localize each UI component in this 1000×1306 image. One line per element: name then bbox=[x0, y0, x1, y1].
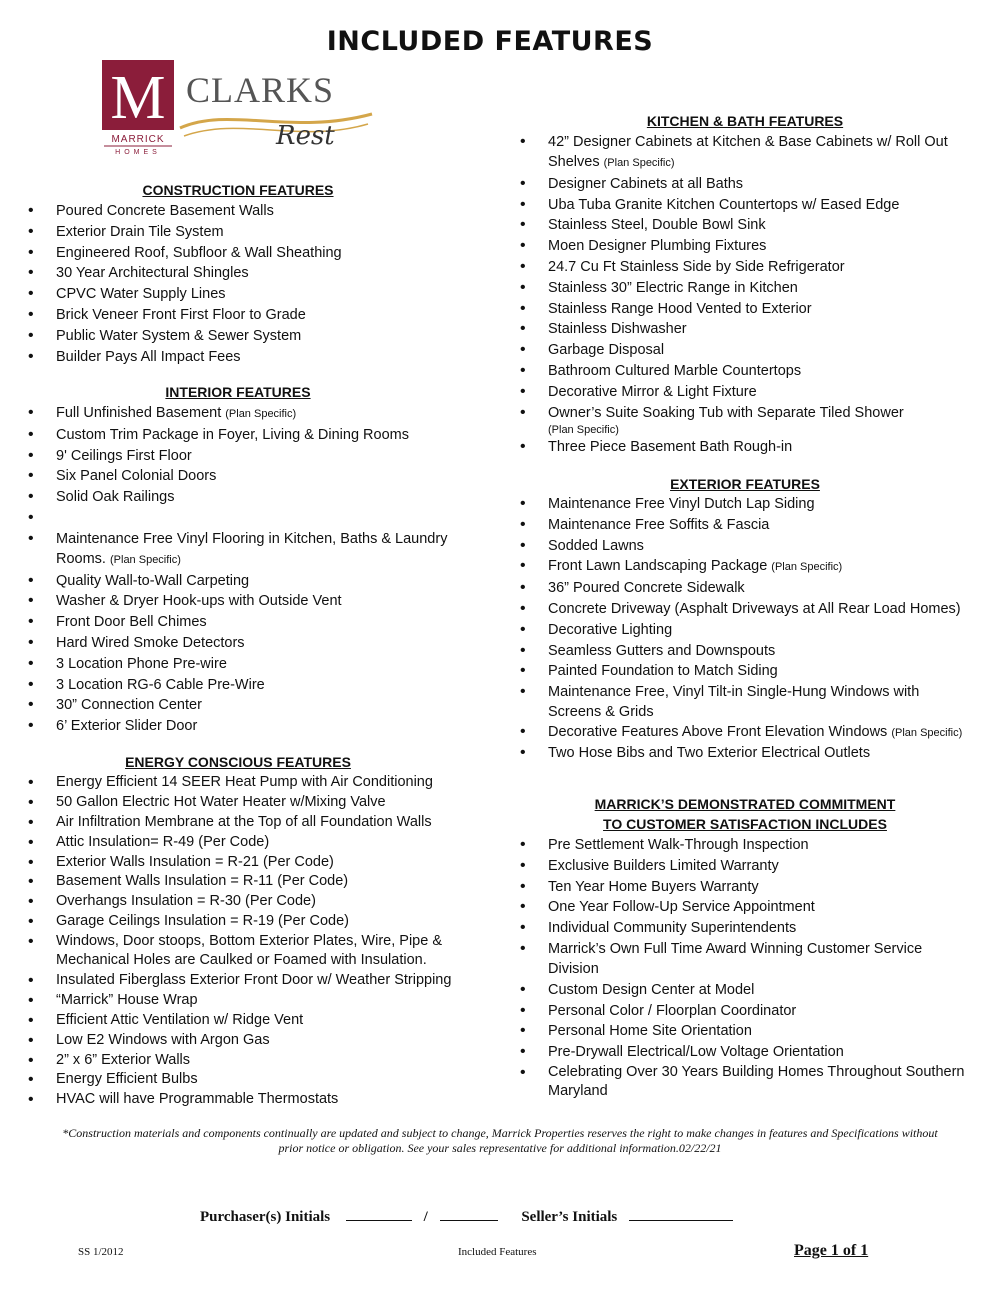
list-item: • 3 Location RG-6 Cable Pre-Wire bbox=[28, 675, 468, 695]
list-item: • Energy Efficient Bulbs bbox=[28, 1070, 468, 1089]
list-item: • Efficient Attic Ventilation w/ Ridge Vent bbox=[28, 1011, 468, 1030]
list-item: • Builder Pays All Impact Fees bbox=[28, 347, 468, 367]
list-item: • 6’ Exterior Slider Door bbox=[28, 716, 468, 736]
energy-heading: ENERGY CONSCIOUS FEATURES bbox=[125, 754, 351, 770]
list-item: • Stainless Range Hood Vented to Exterior bbox=[520, 299, 980, 319]
list-item: • Full Unfinished Basement (Plan Specific) bbox=[28, 403, 468, 424]
commitment-heading-line-1: MARRICK’S DEMONSTRATED COMMITMENT bbox=[594, 796, 896, 812]
list-item: • Pre Settlement Walk-Through Inspection bbox=[520, 835, 980, 855]
list-item: • Stainless Dishwasher bbox=[520, 319, 980, 339]
list-item: • Maintenance Free Vinyl Flooring in Kitchen, Baths & Laundry Rooms. (Plan Specific) bbox=[28, 529, 468, 570]
purchaser-initials-blank-2[interactable] bbox=[440, 1206, 498, 1221]
list-item: • Two Hose Bibs and Two Exterior Electrical Outlets bbox=[520, 743, 980, 763]
list-item: • Solid Oak Railings bbox=[28, 487, 468, 507]
list-item: • Custom Trim Package in Foyer, Living & Dining Rooms bbox=[28, 425, 468, 445]
list-item: • Exterior Walls Insulation = R-21 (Per Code) bbox=[28, 853, 468, 872]
list-item: • Energy Efficient 14 SEER Heat Pump with Air Conditioning bbox=[28, 773, 468, 792]
list-item: • Maintenance Free Soffits & Fascia bbox=[520, 515, 980, 535]
list-item: • Bathroom Cultured Marble Countertops bbox=[520, 361, 980, 381]
footer-page-number: Page 1 of 1 bbox=[794, 1242, 869, 1259]
list-item: • Ten Year Home Buyers Warranty bbox=[520, 877, 980, 897]
list-item: • Quality Wall-to-Wall Carpeting bbox=[28, 571, 468, 591]
list-item: • Uba Tuba Granite Kitchen Countertops w/ Eased Edge bbox=[520, 195, 980, 215]
interior-heading: INTERIOR FEATURES bbox=[165, 384, 311, 400]
list-item: • Front Lawn Landscaping Package (Plan Specific) bbox=[520, 556, 980, 577]
list-item: • 3 Location Phone Pre-wire bbox=[28, 654, 468, 674]
list-item: • 36” Poured Concrete Sidewalk bbox=[520, 578, 980, 598]
list-item: • “Marrick” House Wrap bbox=[28, 991, 468, 1010]
list-item: • Painted Foundation to Match Siding bbox=[520, 661, 980, 681]
commitment-heading-line-2: TO CUSTOMER SATISFACTION INCLUDES bbox=[603, 816, 887, 832]
list-item: • CPVC Water Supply Lines bbox=[28, 284, 468, 304]
list-item: • Windows, Door stoops, Bottom Exterior Plates, Wire, Pipe & Mechanical Holes are Caulked or Foamed with Insulation. bbox=[28, 932, 468, 970]
logo-sub: HOMES bbox=[115, 149, 161, 156]
logo-brand: MARRICK bbox=[111, 134, 165, 145]
logo-letter: M bbox=[110, 64, 166, 132]
energy-list bbox=[28, 773, 468, 1110]
kitchen-list bbox=[520, 132, 980, 458]
list-item: • Decorative Mirror & Light Fixture bbox=[520, 382, 980, 402]
list-item: • Marrick’s Own Full Time Award Winning Customer Service Division bbox=[520, 939, 968, 979]
list-item: • Engineered Roof, Subfloor & Wall Sheathing bbox=[28, 243, 468, 263]
construction-list bbox=[28, 201, 468, 367]
list-item: • Front Door Bell Chimes bbox=[28, 612, 468, 632]
page-title: INCLUDED FEATURES bbox=[326, 26, 654, 57]
list-item: • 42” Designer Cabinets at Kitchen & Base Cabinets w/ Roll Out Shelves (Plan Specific) bbox=[520, 132, 968, 173]
logo-community-name: CLARKS bbox=[186, 70, 335, 110]
list-item: • Basement Walls Insulation = R-11 (Per Code) bbox=[28, 872, 468, 891]
list-item: • Washer & Dryer Hook-ups with Outside Vent bbox=[28, 591, 468, 611]
list-item: • Designer Cabinets at all Baths bbox=[520, 174, 980, 194]
list-item: • Attic Insulation= R-49 (Per Code) bbox=[28, 833, 468, 852]
list-item: • Personal Color / Floorplan Coordinator bbox=[520, 1001, 980, 1021]
list-item: • Overhangs Insulation = R-30 (Per Code) bbox=[28, 892, 468, 911]
list-item: • Three Piece Basement Bath Rough-in bbox=[520, 437, 980, 457]
list-item: • Stainless Steel, Double Bowl Sink bbox=[520, 215, 980, 235]
list-item: • Maintenance Free Vinyl Dutch Lap Siding bbox=[520, 494, 980, 514]
list-item: • Sodded Lawns bbox=[520, 536, 980, 556]
construction-heading: CONSTRUCTION FEATURES bbox=[142, 182, 334, 198]
list-item: • Personal Home Site Orientation bbox=[520, 1021, 980, 1041]
purchaser-initials-blank-1[interactable] bbox=[346, 1206, 412, 1221]
exterior-list bbox=[520, 494, 980, 764]
list-item: • Maintenance Free, Vinyl Tilt-in Single-Hung Windows with Screens & Grids bbox=[520, 682, 968, 722]
footer-form-code: SS 1/2012 bbox=[78, 1246, 124, 1258]
interior-list bbox=[28, 403, 468, 737]
list-item: • Exterior Drain Tile System bbox=[28, 222, 468, 242]
list-item: • 24.7 Cu Ft Stainless Side by Side Refrigerator bbox=[520, 257, 980, 277]
commitment-list bbox=[520, 835, 980, 1102]
list-item: • Seamless Gutters and Downspouts bbox=[520, 641, 980, 661]
list-item: • Celebrating Over 30 Years Building Homes Throughout Southern Maryland bbox=[520, 1063, 988, 1101]
purchaser-initials-label: Purchaser(s) Initials bbox=[200, 1209, 331, 1225]
list-item: • Individual Community Superintendents bbox=[520, 918, 980, 938]
initials-separator: / bbox=[423, 1209, 428, 1225]
list-item: • Poured Concrete Basement Walls bbox=[28, 201, 468, 221]
empty-list-item bbox=[28, 508, 468, 528]
list-item: • One Year Follow-Up Service Appointment bbox=[520, 897, 980, 917]
list-item: • HVAC will have Programmable Thermostats bbox=[28, 1090, 468, 1109]
seller-initials-blank[interactable] bbox=[629, 1206, 733, 1221]
list-item: • Hard Wired Smoke Detectors bbox=[28, 633, 468, 653]
list-item: • Insulated Fiberglass Exterior Front Door w/ Weather Stripping bbox=[28, 971, 468, 990]
list-item: • Decorative Lighting bbox=[520, 620, 980, 640]
list-item: • 30” Connection Center bbox=[28, 695, 468, 715]
list-item: • Custom Design Center at Model bbox=[520, 980, 980, 1000]
list-item: • Owner’s Suite Soaking Tub with Separate Tiled Shower (Plan Specific) bbox=[520, 403, 980, 437]
list-item: • Brick Veneer Front First Floor to Grade bbox=[28, 305, 468, 325]
list-item: • Air Infiltration Membrane at the Top of all Foundation Walls bbox=[28, 813, 468, 832]
list-item: • 30 Year Architectural Shingles bbox=[28, 263, 468, 283]
list-item: • Garbage Disposal bbox=[520, 340, 980, 360]
list-item: • Concrete Driveway (Asphalt Driveways at All Rear Load Homes) bbox=[520, 599, 980, 619]
list-item: • Decorative Features Above Front Elevation Windows (Plan Specific) bbox=[520, 723, 988, 742]
logo-community-script: Rest bbox=[276, 121, 335, 151]
disclaimer: *Construction materials and components continually are updated and subject to change, Marrick Properties reserves the right to make changes in features and Specifications without prior notice or obligation. See your sales representative for additional information.02/22/21 bbox=[62, 1126, 938, 1155]
list-item: • Garage Ceilings Insulation = R-19 (Per Code) bbox=[28, 912, 468, 931]
exterior-heading: EXTERIOR FEATURES bbox=[670, 476, 820, 492]
list-item: • 2” x 6” Exterior Walls bbox=[28, 1051, 468, 1070]
footer-doc-title: Included Features bbox=[458, 1246, 537, 1258]
list-item: • Stainless 30” Electric Range in Kitchen bbox=[520, 278, 980, 298]
initials-line bbox=[200, 1206, 733, 1226]
list-item: • Low E2 Windows with Argon Gas bbox=[28, 1031, 468, 1050]
list-item: • Exclusive Builders Limited Warranty bbox=[520, 856, 980, 876]
list-item: • 50 Gallon Electric Hot Water Heater w/Mixing Valve bbox=[28, 793, 468, 812]
list-item: • Six Panel Colonial Doors bbox=[28, 466, 468, 486]
seller-initials-label: Seller’s Initials bbox=[521, 1209, 618, 1225]
marrick-clarks-rest-logo bbox=[100, 58, 380, 158]
list-item: • Moen Designer Plumbing Fixtures bbox=[520, 236, 980, 256]
list-item: • Public Water System & Sewer System bbox=[28, 326, 468, 346]
list-item: • 9' Ceilings First Floor bbox=[28, 446, 468, 466]
kitchen-heading: KITCHEN & BATH FEATURES bbox=[646, 113, 844, 129]
list-item: • Pre-Drywall Electrical/Low Voltage Orientation bbox=[520, 1042, 980, 1062]
